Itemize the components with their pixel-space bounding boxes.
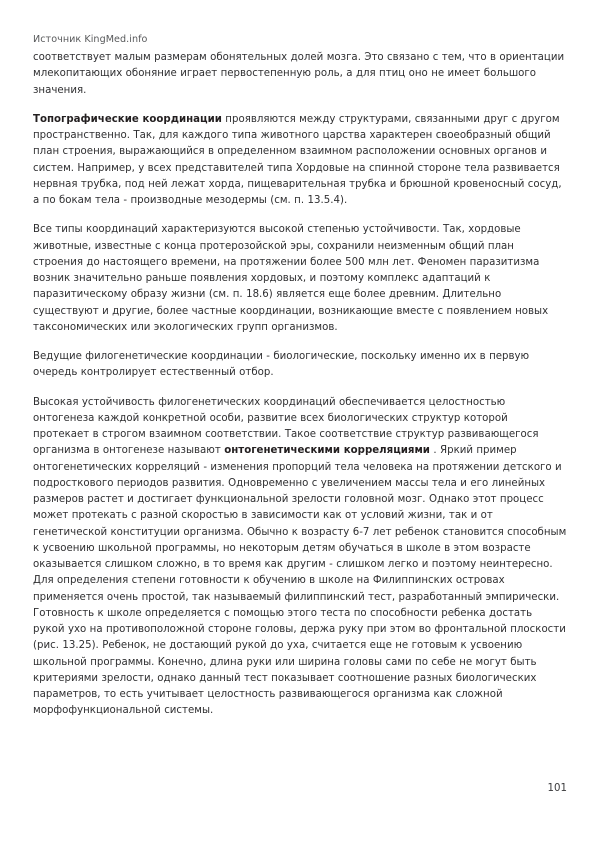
paragraph-5-text-before-term: Высокая устойчивость филогенетических координаций обеспечивается целостностью онтогенеза каждой конкретной особи, развитие всех биологических структур которой протекает в строгом взаимном соответствии. Такое соответствие структур развивающегося организма в онтогенезе называют: [33, 396, 539, 457]
paragraph-3-text: Все типы координаций характеризуются высокой степенью устойчивости. Так, хордовые животные, известные с конца протерозойской эры, сохранили неизменным общий план строения до настоящего времени, на протяжении более 500 млн лет. Феномен паразитизма возник значительно раньше появления хордовых, и поэтому комплекс адаптаций к паразитическому образу жизни (см. п. 18.6) является еще более древним. Длительно существуют и другие, более частные координации, возникающие вместе с появлением новых таксономических или экологических групп организмов.: [33, 224, 549, 333]
paragraph-1-text: соответствует малым размерам обонятельных долей мозга. Это связано с тем, что в ориентации млекопитающих обоняние играет первостепенную роль, а для птиц оно не имеет большого значения.: [33, 52, 565, 96]
document-body: [33, 50, 567, 720]
page-number: 101: [547, 783, 567, 794]
paragraph-2-text: проявляются между структурами, связанными друг с другом пространственно. Так, для каждого типа животного царства характерен своеобразный общий план строения, выражающийся в определенном взаимном расположении основных органов и систем. Например, у всех представителей типа Хордовые на спинной стороне тела развивается нервная трубка, под ней лежат хорда, пищеварительная трубка и брюшной кровеносный сосуд, а по бокам тела - производные мезодермы (см. п. 13.5.4).: [33, 113, 562, 206]
term-ontogeneticheskimi-korrelyaciyami: онтогенетическими корреляциями: [224, 445, 430, 457]
paragraph-5-text-after-term: . Яркий пример онтогенетических корреляций - изменения пропорций тела человека на протяжении детского и подросткового периодов развития. Одновременно с увеличением массы тела и его линейных размеров растет и достигает функциональной зрелости головной мозг. Однако этот процесс может протекать с разной скоростью в зависимости как от условий жизни, так и от генетической конституции организма. Обычно к возрасту 6-7 лет ребенок становится способным к усвоению школьной программы, но некоторым детям обучаться в школе в этом возрасте оказывается слишком сложно, в то время как другим - слишком легко и поэтому неинтересно. Для определения степени готовности к обучению в школе на Филиппинских островах применяется очень простой, так называемый филиппинский тест, разработанный эмпирически. Готовность к школе определяется с помощью этого теста по способности ребенка достать рукой ухо на противоположной стороне головы, держа руку при этом во фронтальной плоскости (рис. 13.25). Ребенок, не достающий рукой до уха, считается еще не готовым к усвоению школьной программы. Конечно, длина руки или ширина головы сами по себе не могут быть критериями зрелости, однако данный тест показывает соотношение разных биологических параметров, то есть учитывает целостность развивающегося организма как сложной морфофункциональной системы.: [33, 445, 567, 717]
paragraph-2: [33, 112, 567, 210]
paragraph-3: [33, 222, 567, 336]
paragraph-5: [33, 395, 567, 720]
source-header: Источник KingMed.info: [33, 34, 148, 45]
paragraph-4-text: Ведущие филогенетические координации - биологические, поскольку именно их в первую очередь контролирует естественный отбор.: [33, 351, 530, 379]
paragraph-1: [33, 50, 567, 99]
term-topograficheskie-koordinacii: Топографические координации: [33, 113, 222, 125]
paragraph-4: [33, 349, 567, 382]
